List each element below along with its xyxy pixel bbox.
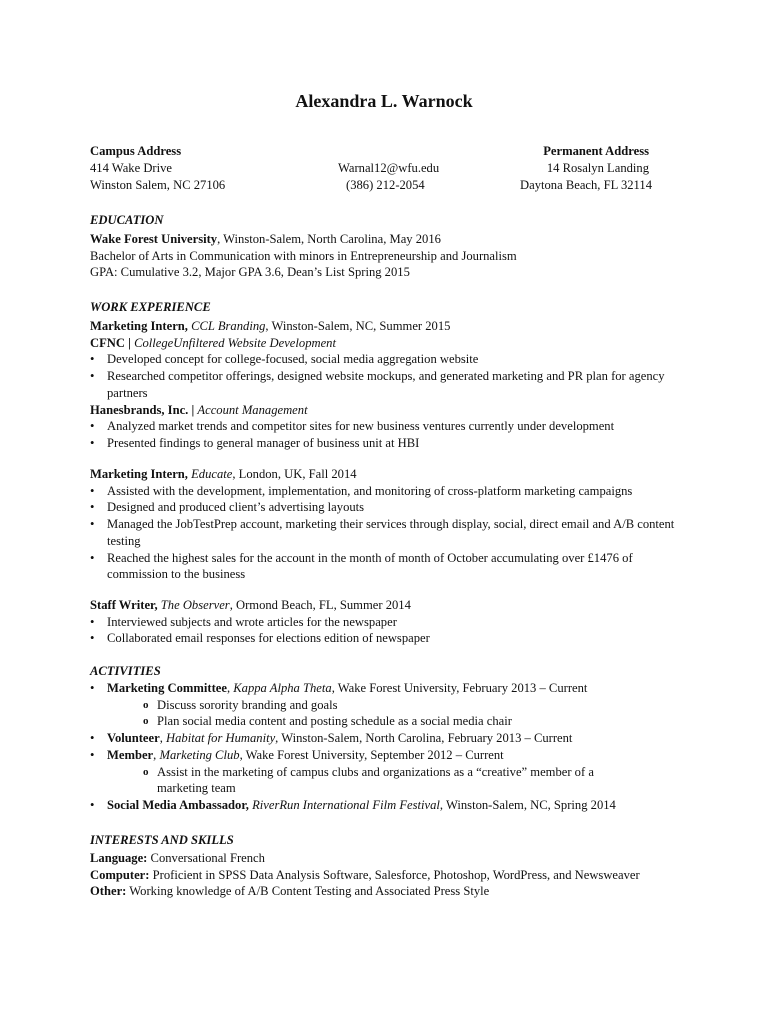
gpa: GPA: Cumulative 3.2, Major GPA 3.6, Dean’s List Spring 2015	[90, 265, 410, 280]
permanent-address-line1: 14 Rosalyn Landing	[546, 161, 649, 175]
bullet-item: • Analyzed market trends and competitor sites for new business ventures currently under development	[90, 418, 680, 435]
bullet-item: • Presented findings to general manager of business unit at HBI	[90, 435, 680, 452]
school-details: , Winston-Salem, North Carolina, May 2016	[217, 232, 441, 246]
client-name: CFNC |	[90, 335, 131, 350]
campus-address-line1: 414 Wake Drive	[90, 161, 172, 175]
permanent-address-label: Permanent Address	[543, 144, 649, 158]
activity-details: , Winston-Salem, NC, Spring 2014	[439, 797, 616, 812]
activities-heading: ACTIVITIES	[90, 664, 161, 678]
bullet-item: • Managed the JobTestPrep account, marketing their services through display, social, direct email and A/B content testing	[90, 516, 680, 549]
job-title: Marketing Intern,	[90, 467, 188, 481]
degree: Bachelor of Arts in Communication with minors in Entrepreneurship and Journalism	[90, 248, 517, 263]
skill-label: Other:	[90, 884, 127, 899]
job-ccl-branding	[90, 318, 680, 452]
activity-role: Social Media Ambassador,	[107, 797, 249, 812]
activity-item: • Volunteer, Habitat for Humanity, Winston-Salem, North Carolina, February 2013 – Current	[90, 730, 680, 747]
skills-section	[90, 850, 680, 900]
activity-details: , Wake Forest University, September 2012 – Current	[239, 747, 504, 762]
job-details: , Winston-Salem, NC, Summer 2015	[265, 319, 451, 333]
bullet-item: • Collaborated email responses for elections edition of newspaper	[90, 630, 680, 647]
school-name: Wake Forest University	[90, 232, 218, 246]
sub-bullet-item: o Plan social media content and posting schedule as a social media chair	[90, 713, 680, 730]
activity-org: Kappa Alpha Theta	[233, 681, 332, 695]
activities-section	[90, 680, 680, 814]
phone-number: (386) 212-2054	[346, 178, 425, 192]
education-section	[90, 231, 680, 281]
activity-org: Marketing Club	[159, 747, 240, 762]
resume-name: Alexandra L. Warnock	[295, 91, 473, 111]
sub-bullet-item: o Discuss sorority branding and goals	[90, 697, 680, 714]
activity-details: , Winston-Salem, North Carolina, February 2013 – Current	[275, 731, 573, 746]
activity-role: Volunteer	[107, 731, 160, 746]
activity-org: Habitat for Humanity	[166, 731, 276, 746]
education-heading: EDUCATION	[90, 213, 164, 227]
job-company: CCL Branding	[191, 319, 266, 333]
skill-value: Proficient in SPSS Data Analysis Software, Salesforce, Photoshop, WordPress, and Newsweaver	[152, 867, 640, 882]
activity-role: Member	[107, 747, 154, 762]
job-title: Staff Writer,	[90, 598, 158, 612]
permanent-address-line2: Daytona Beach, FL 32114	[520, 178, 652, 192]
work-experience-heading: WORK EXPERIENCE	[90, 300, 211, 314]
job-title: Marketing Intern,	[90, 319, 188, 333]
skill-label: Computer:	[90, 867, 150, 882]
job-details: , London, UK, Fall 2014	[232, 467, 357, 481]
job-educate	[90, 466, 680, 583]
activity-item: • Member, Marketing Club, Wake Forest University, September 2012 – Current	[90, 747, 680, 764]
client-dept: Account Management	[197, 402, 308, 417]
skills-heading: INTERESTS AND SKILLS	[90, 833, 234, 847]
activity-item: • Marketing Committee, Kappa Alpha Theta, Wake Forest University, February 2013 – Current	[90, 680, 680, 697]
job-the-observer	[90, 597, 680, 647]
campus-address-line2: Winston Salem, NC 27106	[90, 178, 226, 192]
client-name: Hanesbrands, Inc. |	[90, 402, 195, 417]
campus-address-label: Campus Address	[90, 144, 182, 158]
job-company: The Observer	[160, 598, 230, 612]
activity-details: , Wake Forest University, February 2013 – Current	[331, 681, 588, 695]
skill-label: Language:	[90, 851, 148, 865]
skill-value: Working knowledge of A/B Content Testing and Associated Press Style	[129, 884, 490, 899]
bullet-item: • Researched competitor offerings, designed website mockups, and generated marketing and PR plan for agency partners	[90, 368, 680, 401]
activity-role: Marketing Committee	[107, 681, 227, 695]
skill-value: Conversational French	[150, 851, 265, 865]
email-address: Warnal12@wfu.edu	[338, 161, 440, 175]
bullet-item: • Interviewed subjects and wrote articles for the newspaper	[90, 614, 680, 631]
job-details: , Ormond Beach, FL, Summer 2014	[229, 598, 411, 612]
job-company: Educate	[191, 467, 233, 481]
activity-org: RiverRun International Film Festival	[252, 797, 440, 812]
sub-bullet-item: o Assist in the marketing of campus clubs and organizations as a “creative” member of a marketing team	[90, 764, 635, 797]
bullet-item: • Assisted with the development, implementation, and monitoring of cross-platform marketing campaigns	[90, 483, 680, 500]
bullet-item: • Reached the highest sales for the account in the month of month of October accumulating over £1476 of commission to the business	[90, 550, 680, 583]
bullet-item: • Designed and produced client’s advertising layouts	[90, 499, 680, 516]
client-dept: CollegeUnfiltered Website Development	[134, 335, 336, 350]
bullet-item: • Developed concept for college-focused, social media aggregation website	[90, 351, 680, 368]
activity-item	[90, 797, 680, 814]
